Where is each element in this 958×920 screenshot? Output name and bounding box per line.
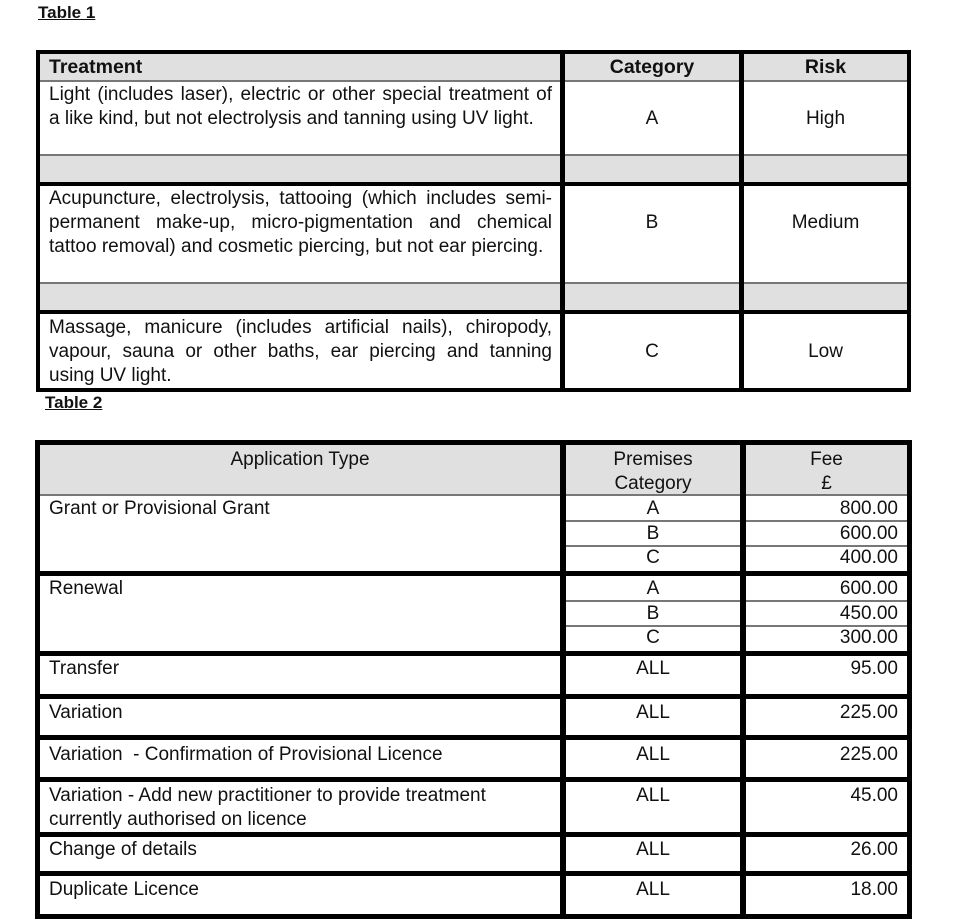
table1-category-cell: B	[645, 212, 659, 233]
table2-type-cell: Change of details	[49, 839, 197, 860]
table2-category-cell: ALL	[636, 785, 670, 806]
table1-header-category: Category	[609, 56, 695, 78]
table2-header-currency: £	[821, 473, 832, 494]
table1-category-cell: C	[645, 341, 659, 362]
table2-type-cell: Variation - Confirmation of Provisional Licence	[49, 744, 443, 765]
table1-caption: Table 1	[38, 3, 96, 22]
table2-category-cell: ALL	[636, 839, 670, 860]
table2-fee-cell: 95.00	[850, 658, 898, 679]
table2-category-cell: C	[646, 627, 660, 648]
table2-category-cell: ALL	[636, 744, 670, 765]
table1-spacer-row	[40, 155, 907, 182]
table2-type-cell: Renewal	[49, 578, 123, 599]
table2-type-cell: Grant or Provisional Grant	[49, 498, 270, 519]
table1-treatment-cell: Massage, manicure (includes artificial nails), chiropody, vapour, sauna or other baths, ear piercing and tanning using UV light.	[49, 317, 552, 386]
table2-fee-cell: 18.00	[850, 879, 898, 900]
table2-header-category: Category	[614, 473, 692, 494]
table2-fee-cell: 26.00	[850, 839, 898, 860]
table2-header-application-type: Application Type	[230, 449, 370, 470]
table2-fee-cell: 300.00	[839, 627, 898, 648]
table2-category-cell: B	[646, 603, 660, 624]
table2-category-cell: ALL	[636, 702, 670, 723]
table2-fee-cell: 400.00	[839, 547, 898, 568]
table2-category-cell: C	[646, 547, 660, 568]
table1-header-risk: Risk	[804, 56, 847, 78]
table2-header-fee: Fee	[810, 449, 843, 470]
table2-category-cell: ALL	[636, 879, 670, 900]
table2-category-cell: B	[646, 523, 660, 544]
table1-spacer-row	[40, 283, 907, 310]
table2-type-cell: Transfer	[49, 658, 120, 679]
table2-fee-cell: 225.00	[839, 744, 898, 765]
table2-header-premises: Premises	[613, 449, 693, 470]
table1-treatment-cell: Acupuncture, electrolysis, tattooing (which includes semi-permanent make-up, micro-pigmentation and chemical tattoo removal) and cosmetic piercing, but not ear piercing.	[49, 188, 552, 257]
table2-caption: Table 2	[45, 393, 103, 412]
table2-type-cell: Variation	[49, 702, 123, 723]
table2-category-cell: A	[646, 578, 660, 599]
table1-category-cell: A	[645, 108, 659, 129]
table1-risk-cell: Low	[808, 341, 843, 362]
table2-fee-cell: 450.00	[839, 603, 898, 624]
table2-fee-cell: 45.00	[850, 785, 898, 806]
table2-category-cell: ALL	[636, 658, 670, 679]
table1-risk-cell: Medium	[791, 212, 860, 233]
table2-fee-cell: 600.00	[839, 578, 898, 599]
table2-fee-cell: 800.00	[839, 498, 898, 519]
table1-treatment-cell: Light (includes laser), electric or other special treatment of a like kind, but not electrolysis and tanning using UV light.	[49, 84, 552, 129]
table2-fee-cell: 600.00	[839, 523, 898, 544]
table2-fee-cell: 225.00	[839, 702, 898, 723]
table2-type-cell: Variation - Add new practitioner to provide treatment currently authorised on licence	[49, 785, 486, 830]
table2-category-cell: A	[646, 498, 660, 519]
table2-type-cell: Duplicate Licence	[49, 879, 199, 900]
table1-header-treatment: Treatment	[49, 56, 143, 78]
table1-risk-cell: High	[805, 108, 846, 129]
